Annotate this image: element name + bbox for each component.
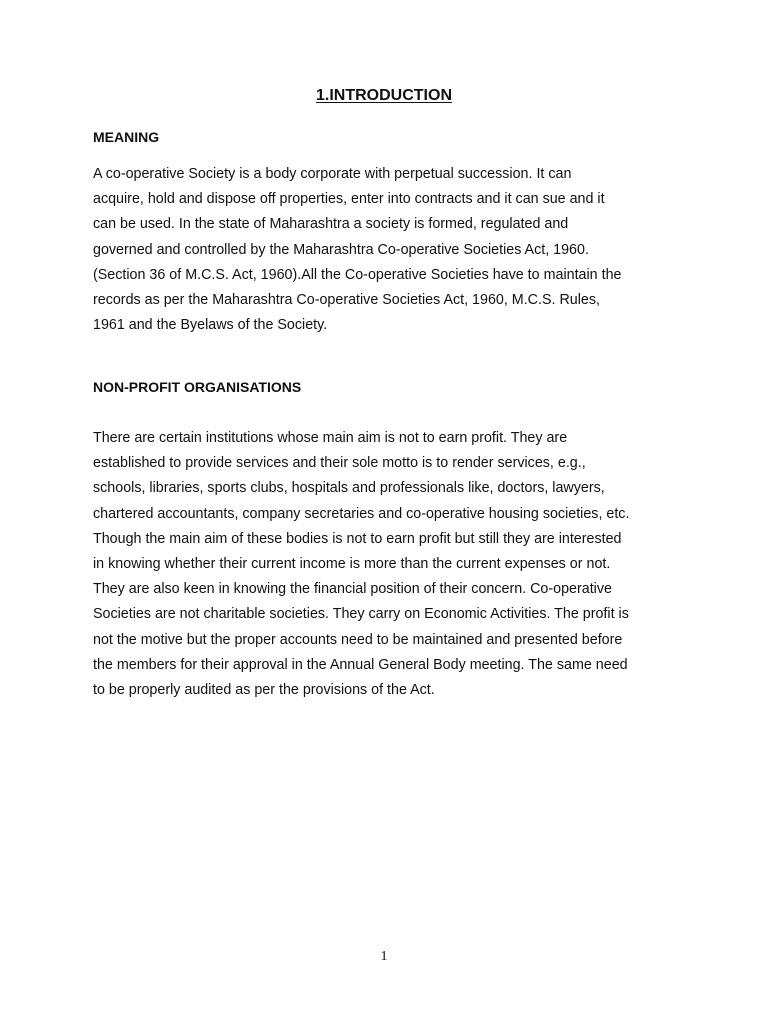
- page-number: 1: [380, 949, 388, 964]
- paragraph-line: in knowing whether their current income is more than the current expenses or not.: [93, 555, 611, 572]
- paragraph-meaning: [93, 162, 693, 338]
- paragraph-line: can be used. In the state of Maharashtra a society is formed, regulated and: [93, 216, 569, 233]
- paragraph-line: A co-operative Society is a body corporate with perpetual succession. It can: [93, 166, 572, 182]
- paragraph-line: Societies are not charitable societies. They carry on Economic Activities. The profit is: [93, 606, 629, 623]
- paragraph-line: the members for their approval in the Annual General Body meeting. The same need: [93, 656, 628, 673]
- paragraph-line: schools, libraries, sports clubs, hospitals and professionals like, doctors, lawyers,: [93, 480, 605, 497]
- paragraph-line: established to provide services and their sole motto is to render services, e.g.,: [93, 455, 586, 472]
- section-heading-meaning: MEANING: [93, 129, 160, 145]
- paragraph-line: governed and controlled by the Maharashtra Co-operative Societies Act, 1960.: [93, 241, 589, 258]
- paragraph-line: 1961 and the Byelaws of the Society.: [93, 317, 328, 334]
- paragraph-line: records as per the Maharashtra Co-operative Societies Act, 1960, M.C.S. Rules,: [93, 291, 600, 308]
- page-title: 1.INTRODUCTION: [316, 87, 452, 104]
- paragraph-line: They are also keen in knowing the financial position of their concern. Co-operative: [93, 581, 612, 598]
- paragraph-line: Though the main aim of these bodies is not to earn profit but still they are interested: [93, 530, 622, 547]
- paragraph-line: not the motive but the proper accounts need to be maintained and presented before: [93, 631, 623, 648]
- section-heading-non-profit-organisations: NON-PROFIT ORGANISATIONS: [93, 379, 302, 395]
- paragraph-line: chartered accountants, company secretaries and co-operative housing societies, etc.: [93, 505, 630, 522]
- paragraph-non-profit-organisations: [93, 426, 693, 703]
- paragraph-line: to be properly audited as per the provisions of the Act.: [93, 681, 435, 698]
- paragraph-line: (Section 36 of M.C.S. Act, 1960).All the Co-operative Societies have to maintain the: [93, 266, 622, 283]
- paragraph-line: acquire, hold and dispose off properties, enter into contracts and it can sue and it: [93, 191, 605, 208]
- paragraph-line: There are certain institutions whose main aim is not to earn profit. They are: [93, 430, 568, 446]
